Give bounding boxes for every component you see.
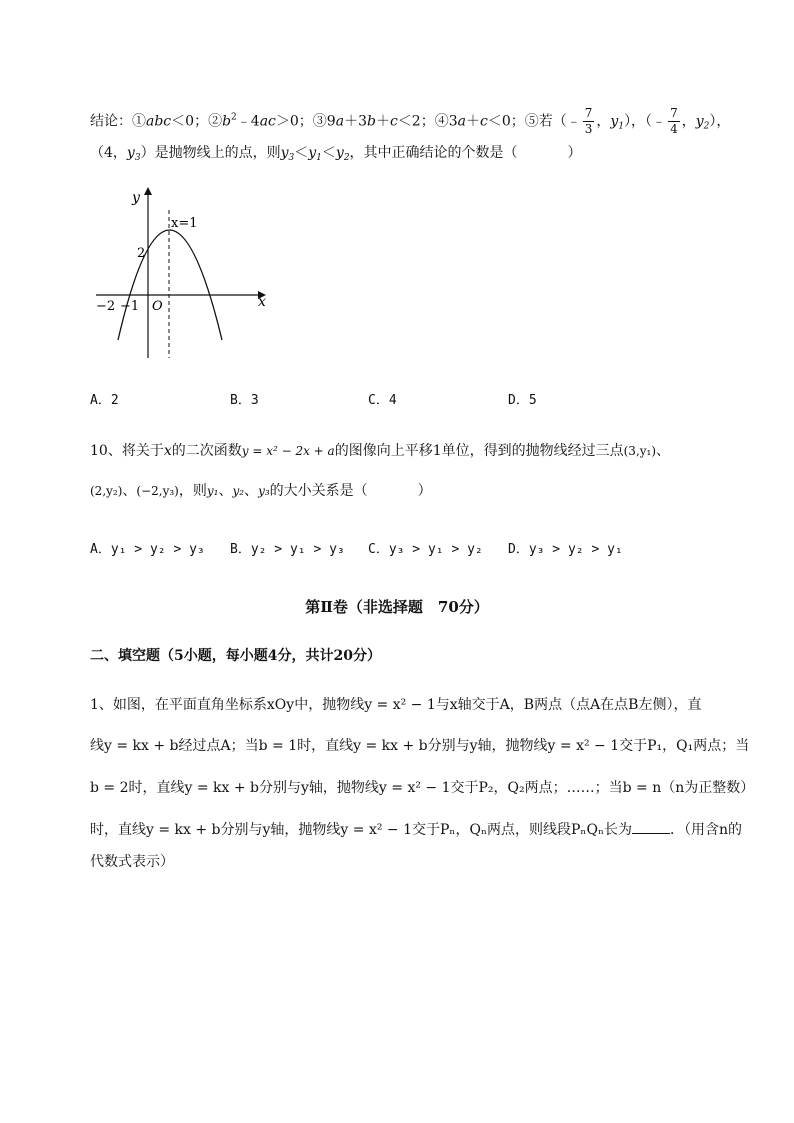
x-axis-label: x <box>258 294 266 310</box>
fill1-line-3: b = 2时，直线y = kx + b分别与y轴，抛物线y = x² − 1交于P₂，Q₂两点；……；当b = n（n为正整数） <box>90 780 755 796</box>
q10-var: y₂ <box>232 484 245 498</box>
fraction-seven-thirds <box>583 106 595 137</box>
symmetry-label: x=1 <box>171 216 198 231</box>
q9-text: ＜2；④3 <box>397 113 458 130</box>
q9-text: c <box>480 113 488 130</box>
q10-text: ） <box>417 483 432 499</box>
q9-text: 3 <box>134 153 141 163</box>
section-fill-in-heading: 二、填空题（5小题，每小题4分，共计20分） <box>90 648 381 664</box>
q10-point: (2,y₂) <box>90 484 123 498</box>
q10-text: 、 <box>122 483 137 499</box>
origin-label: O <box>152 299 163 314</box>
q9-text: ， <box>596 113 611 130</box>
q9-text: ＜0；② <box>171 113 223 130</box>
q9-text: 2 <box>231 112 237 123</box>
q10-var: y₃ <box>258 484 270 498</box>
fill1-line-4 <box>90 819 742 839</box>
q9-text: 结论：① <box>90 113 146 130</box>
fraction-seven-quarters <box>668 106 680 137</box>
q9-text: y <box>695 113 704 130</box>
q10-var: y₁ <box>206 484 219 498</box>
q9-text: ＞0；③9 <box>275 113 336 130</box>
q9-text: y <box>280 145 289 161</box>
q10-line-1 <box>90 440 670 460</box>
q9-text: ＜0；⑤若（﹣ <box>487 113 581 130</box>
y-axis-label: y <box>132 190 140 206</box>
q9-option-b[interactable]: B．3 <box>230 393 259 408</box>
q10-text: 1 <box>432 443 442 459</box>
q9-text: ）是抛物线上的点，则 <box>140 145 281 161</box>
q9-text: ＋ <box>466 113 480 130</box>
q9-text: y <box>610 113 619 130</box>
q9-text: a <box>335 113 345 130</box>
q9-text: ac <box>259 113 276 130</box>
q9-text: b <box>222 113 232 130</box>
q9-text: y <box>308 145 317 161</box>
parabola-curve <box>118 230 222 340</box>
q9-text: y <box>126 145 135 161</box>
q10-point: (3,y₁) <box>623 444 657 458</box>
q10-line-2 <box>90 480 432 500</box>
q10-text: 、 <box>656 443 671 459</box>
q9-line-2 <box>90 142 582 163</box>
q10-option-a[interactable]: A．y₁ > y₂ > y₃ <box>90 542 205 557</box>
q10-option-d[interactable]: D．y₃ > y₂ > y₁ <box>508 542 623 557</box>
q9-text: ， <box>681 113 696 130</box>
q9-text: 3 <box>288 153 295 163</box>
q10-text: x <box>163 443 172 459</box>
q9-text: ＜ <box>294 145 309 161</box>
y-tick-2: 2 <box>137 246 146 261</box>
q10-text: 的二次函数 <box>171 443 242 459</box>
q9-text: c <box>389 113 398 130</box>
q9-text: ） <box>567 145 582 161</box>
fraction-numerator: 7 <box>584 106 593 120</box>
q10-text: 单位，得到的抛物线经过三点 <box>441 443 624 459</box>
q9-text: 1 <box>618 121 625 132</box>
q10-text: 10、将关于 <box>90 443 164 459</box>
q10-equation: y = x² − 2x + a <box>241 444 335 458</box>
q9-text: 2 <box>703 121 710 132</box>
fill1-line-1: 1、如图，在平面直角坐标系xOy中，抛物线y = x² − 1与x轴交于A，B两点（点A在点B左侧），直 <box>90 697 702 713</box>
q9-text: ，其中正确结论的个数是（ <box>349 145 518 161</box>
q9-text: 2 <box>343 153 350 163</box>
q9-text: ）， <box>709 113 731 130</box>
q10-text: ，则 <box>178 483 207 499</box>
q10-text: 、 <box>218 483 233 499</box>
fill1-text: ．（用含n的 <box>670 822 743 838</box>
parabola-graph <box>90 180 280 365</box>
q10-point: (−2,y₃) <box>136 484 179 498</box>
y-axis-arrow-icon <box>144 187 152 195</box>
fill1-line-5: 代数式表示） <box>90 854 174 870</box>
fraction-denominator: 4 <box>670 122 678 136</box>
q9-option-d[interactable]: D．5 <box>508 393 537 408</box>
q9-text: 1 <box>316 153 322 163</box>
q9-text: y <box>335 145 344 161</box>
x-tick-neg2: −2 <box>96 299 116 314</box>
fraction-numerator: 7 <box>670 106 678 120</box>
q10-option-c[interactable]: C．y₃ > y₁ > y₂ <box>368 542 483 557</box>
q9-text: b <box>367 113 376 130</box>
q9-text: a <box>457 113 466 130</box>
q9-line-1 <box>90 106 730 137</box>
q10-text: 的图像向上平移 <box>334 443 433 459</box>
q9-text: ＋ <box>375 113 390 130</box>
answer-blank[interactable] <box>632 833 670 834</box>
q10-option-b[interactable]: B．y₂ > y₁ > y₃ <box>230 542 345 557</box>
q10-text: 的大小关系是（ <box>269 483 368 499</box>
q9-text: ），（﹣ <box>624 113 667 130</box>
q9-text: ﹣4 <box>236 113 260 130</box>
q9-text: （4， <box>90 145 127 161</box>
q9-text: abc <box>146 113 172 130</box>
q9-text: ＜ <box>321 145 336 161</box>
x-tick-neg1: −1 <box>120 299 140 314</box>
q9-option-a[interactable]: A．2 <box>90 393 119 408</box>
q9-option-c[interactable]: C．4 <box>368 393 397 408</box>
fraction-denominator: 3 <box>584 122 593 136</box>
fill1-line-2: 线y = kx + b经过点A；当b = 1时，直线y = kx + b分别与y轴，抛物线y = x² − 1交于P₁，Q₁两点；当 <box>90 738 750 754</box>
q10-text: 、 <box>244 483 259 499</box>
part-two-heading: 第Ⅱ卷（非选择题 70分） <box>305 598 489 616</box>
q9-text: ＋3 <box>344 113 367 130</box>
fill1-text: 时，直线y = kx + b分别与y轴，抛物线y = x² − 1交于Pₙ，Qₙ两点，则线段PₙQₙ长为 <box>90 822 633 838</box>
